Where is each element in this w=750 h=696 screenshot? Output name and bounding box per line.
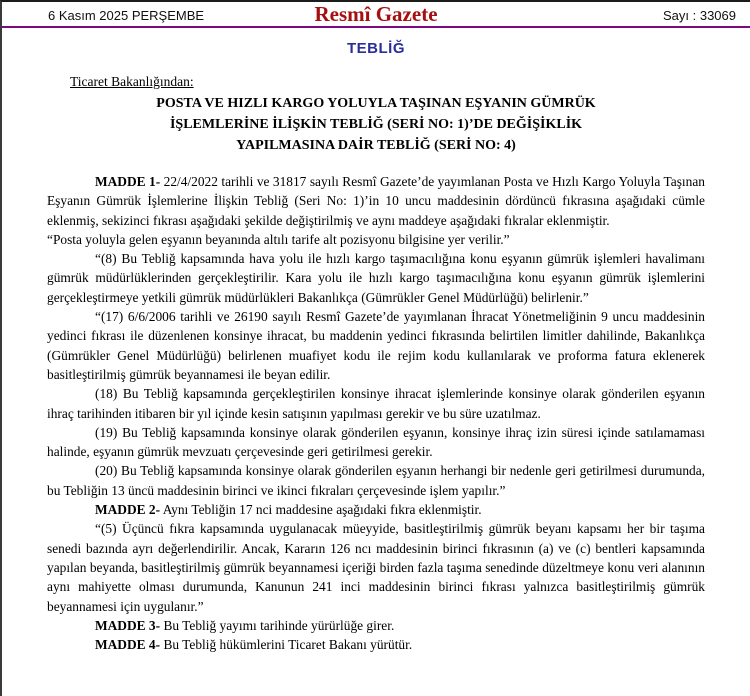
paragraph — [47, 307, 705, 384]
article-label: MADDE 2- — [95, 502, 161, 518]
article-label: MADDE 4- — [95, 637, 161, 653]
paragraph — [47, 616, 705, 635]
ministry-line: Ticaret Bakanlığından: — [70, 74, 194, 89]
paragraph-text: (18) Bu Tebliğ kapsamında gerçekleştirilen konsinye ihracat işlemlerinde konsinye olarak gönderilen eşyanın ihraç tarihinden itibaren bir yıl içinde kesin satışının yapılması gerekir ve bu süre uzatılmaz. — [47, 386, 705, 421]
document-title-line: POSTA VE HIZLI KARGO YOLUYLA TAŞINAN EŞYANIN GÜMRÜK — [156, 96, 596, 111]
document-body — [47, 172, 705, 654]
paragraph-text: Bu Tebliğ yayımı tarihinde yürürlüğe girer. — [160, 617, 395, 633]
article-label: MADDE 3- — [95, 617, 161, 633]
paragraph — [47, 230, 705, 249]
gazette-masthead: Resmî Gazete — [314, 2, 438, 26]
paragraph-text: “(5) Üçüncü fıkra kapsamında uygulanacak müeyyide, basitleştirilmiş gümrük beyanı kapsamı her bir taşıma senedi bazında ayrı değerlendirilir. Ancak, Kararın 126 ncı maddesinin birinci fıkrasının (a) ve (c) bentleri kapsamında yapılan beyanda, basitleştirilmiş gümrük beyannamesi içeriği birden fazla taşıma senedinde düzeltmeye konu veri alanının aynı mahiyette olması durumunda, Kanunun 241 inci maddesinin birinci fıkrası yalnızca basitleştirilmiş gümrük beyannamesi için uygulanır.” — [47, 521, 705, 614]
paragraph-text: “(17) 6/6/2006 tarihli ve 26190 sayılı Resmî Gazete’de yayımlanan İhracat Yönetmeliğinin 9 uncu maddesinin yedinci fıkrası ile düzenlenen konsinye ihracat, bu maddenin yedinci fıkrasında belirtilen limitler dahilinde, Bakanlıkça (Gümrükler Genel Müdürlüğü) belirlenen muafiyet kodu ile rejim kodu kullanılarak ve proforma fatura eklenerek basitleştirilmiş gümrük beyannamesi ile beyan edilir. — [47, 309, 705, 382]
document-title-line: İŞLEMLERİNE İLİŞKİN TEBLİĞ (SERİ NO: 1)’DE DEĞİŞİKLİK — [169, 117, 583, 132]
paragraph-text: Aynı Tebliğin 17 nci maddesine aşağıdaki fıkra eklenmiştir. — [160, 502, 482, 518]
paragraph — [47, 500, 705, 519]
gazette-header — [2, 2, 750, 28]
gazette-issue-number: Sayı : 33069 — [663, 8, 736, 23]
document-title — [2, 93, 750, 156]
paragraph — [47, 172, 705, 230]
section-heading: TEBLİĞ — [347, 40, 405, 57]
paragraph-text: (20) Bu Tebliğ kapsamında konsinye olarak gönderilen eşyanın herhangi bir nedenle geri getirilmesi durumunda, bu Tebliğin 13 üncü maddesinin birinci ve ikinci fıkraları çerçevesinde işlem yapılır.” — [47, 463, 705, 498]
paragraph — [47, 249, 705, 307]
paragraph — [47, 461, 705, 500]
gazette-date: 6 Kasım 2025 PERŞEMBE — [48, 8, 205, 23]
paragraph — [47, 423, 705, 462]
paragraph-text: “(8) Bu Tebliğ kapsamında hava yolu ile hızlı kargo taşımacılığına konu eşyanın gümrük işlemleri havalimanı gümrük müdürlüklerinden gerçekleştirilir. Kara yolu ile hızlı kargo taşımacılığına konu eşyanın gümrük işlemlerini gerçekleştirmeye yetkili gümrük müdürlükleri Bakanlıkça (Gümrükler Genel Müdürlüğü) belirlenir.” — [47, 251, 705, 305]
paragraph — [47, 384, 705, 423]
paragraph-text: (19) Bu Tebliğ kapsamında konsinye olarak gönderilen eşyanın, konsinye ihraç izin süresi içinde satılamaması halinde, eşyanın gümrük mevzuatı çerçevesinde geri getirilmesi gerekir. — [47, 424, 705, 460]
paragraph-text: “Posta yoluyla gelen eşyanın beyanında altılı tarife alt pozisyonu bilgisine yer verilir.” — [47, 231, 510, 247]
document-title-line: YAPILMASINA DAİR TEBLİĞ (SERİ NO: 4) — [236, 138, 516, 153]
paragraph — [47, 635, 705, 654]
article-label: MADDE 1- — [95, 174, 161, 189]
paragraph-text: 22/4/2022 tarihli ve 31817 sayılı Resmî Gazete’de yayımlanan Posta ve Hızlı Kargo Yoluyla Taşınan Eşyanın Gümrük İşlemlerine İlişkin Tebliğ (Seri No: 1)’in 10 uncu maddesinin dördüncü fıkrasına aşağıdaki cümle eklenmiş, sekizinci fıkrası aşağıdaki şekilde değiştirilmiş ve aynı maddeye aşağıdaki fıkralar eklenmiştir. — [47, 174, 705, 228]
paragraph-text: Bu Tebliğ hükümlerini Ticaret Bakanı yürütür. — [160, 637, 413, 653]
paragraph — [47, 519, 705, 615]
